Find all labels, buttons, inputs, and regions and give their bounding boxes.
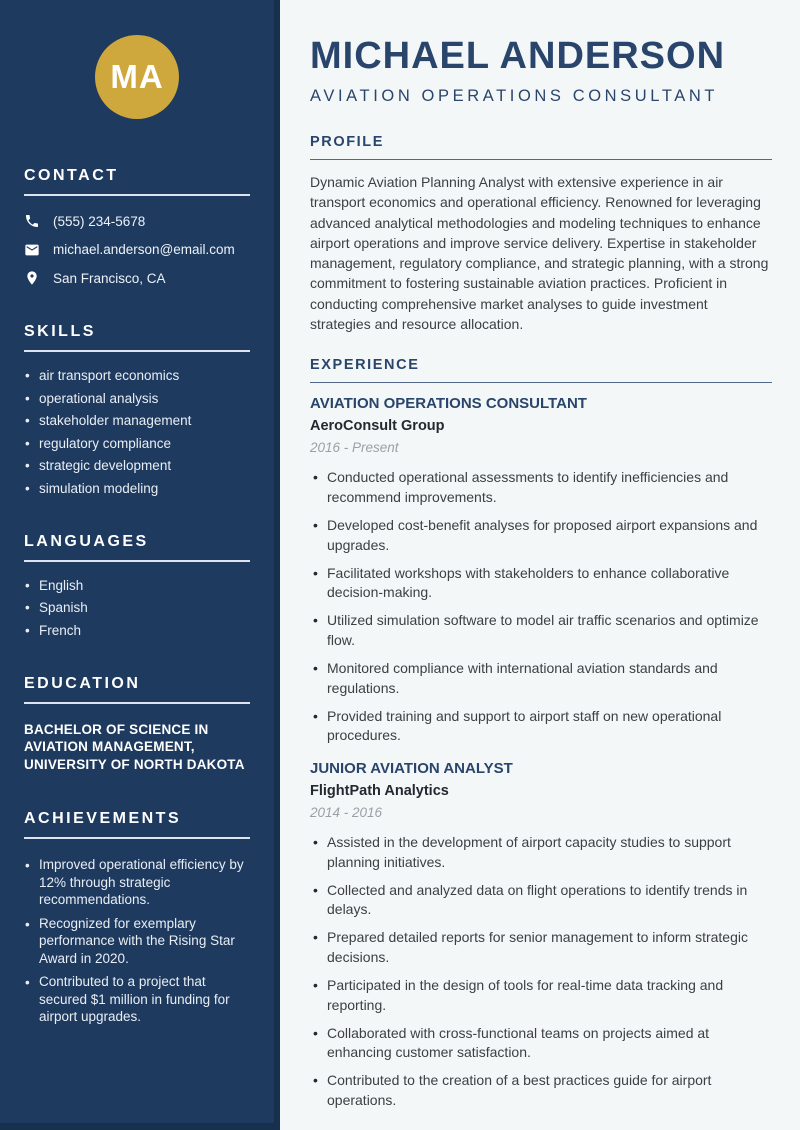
section-divider xyxy=(24,560,250,562)
main-content xyxy=(280,0,800,1130)
contact-location-value: San Francisco, CA xyxy=(53,270,166,286)
skill-item: • operational analysis xyxy=(24,392,250,406)
achievement-item: • Improved operational efficiency by 12% through strategic recommendations. xyxy=(24,856,250,909)
section-divider xyxy=(24,702,250,704)
avatar xyxy=(95,35,179,119)
job-company: AeroConsult Group xyxy=(310,418,445,435)
section-divider xyxy=(24,194,250,196)
achievement-item: • Contributed to a project that secured $1 million in funding for airport upgrades. xyxy=(24,973,250,1026)
profile-section-title: PROFILE xyxy=(310,134,385,150)
job-company: FlightPath Analytics xyxy=(310,783,449,799)
job-bullet: • Facilitated workshops with stakeholders to enhance collaborative decision-making. xyxy=(310,564,772,603)
skill-item: • regulatory compliance xyxy=(24,437,250,451)
job-bullet: • Collaborated with cross-functional teams on projects aimed at enhancing customer satisfaction. xyxy=(310,1024,772,1063)
section-divider xyxy=(24,837,250,839)
education-section-title: EDUCATION xyxy=(24,674,141,692)
job-dates: 2016 - Present xyxy=(310,440,399,456)
languages-section xyxy=(24,533,250,638)
experience-section-title: EXPERIENCE xyxy=(310,357,420,374)
profile-text: Dynamic Aviation Planning Analyst with extensive experience in air transport economics and operational efficiency. Renowned for leveraging advanced analytical methodologies and modeling techniques to enhance airport operations and improve service delivery. Expertise in stakeholder management, regulatory compliance, and strategic planning, with a strong commitment to fostering sustainable aviation practices. Proficient in conducting comprehensive market analyses to guide investment strategies and resource allocation. xyxy=(310,174,769,333)
skill-item: • simulation modeling xyxy=(24,482,250,496)
job-bullet: • Collected and analyzed data on flight operations to identify trends in delays. xyxy=(310,881,772,920)
job-bullet: • Monitored compliance with international aviation standards and regulations. xyxy=(310,659,772,698)
contact-phone-row xyxy=(24,213,250,229)
skill-item: • stakeholder management xyxy=(24,414,250,428)
achievements-section-title: ACHIEVEMENTS xyxy=(24,810,182,827)
phone-icon xyxy=(24,213,40,229)
job-bullet-list xyxy=(310,468,772,746)
skills-section xyxy=(24,323,250,496)
skills-list xyxy=(24,369,250,496)
section-divider xyxy=(24,350,250,352)
job-dates: 2014 - 2016 xyxy=(310,805,383,820)
sidebar xyxy=(0,0,280,1130)
achievements-list xyxy=(24,856,250,1026)
achievements-section xyxy=(24,810,250,1026)
job-bullet: • Utilized simulation software to model air traffic scenarios and optimize flow. xyxy=(310,611,772,650)
candidate-name: MICHAEL ANDERSON xyxy=(310,35,726,77)
achievement-item: • Recognized for exemplary performance with the Rising Star Award in 2020. xyxy=(24,915,250,968)
avatar-initials: MA xyxy=(110,58,164,95)
skills-section-title: SKILLS xyxy=(24,323,96,340)
job-entry xyxy=(310,760,772,1111)
email-icon xyxy=(24,242,40,258)
contact-phone-value: (555) 234-5678 xyxy=(53,213,146,229)
language-item: • English xyxy=(24,579,250,593)
job-entry xyxy=(310,395,772,746)
education-degree: BACHELOR OF SCIENCE IN AVIATION MANAGEMENT, UNIVERSITY OF NORTH DAKOTA xyxy=(24,721,245,772)
language-item: • French xyxy=(24,624,250,638)
section-divider xyxy=(310,382,772,383)
job-bullet: • Assisted in the development of airport capacity studies to support planning initiatives. xyxy=(310,833,772,872)
languages-list xyxy=(24,579,250,638)
job-bullet: • Participated in the design of tools for real-time data tracking and reporting. xyxy=(310,976,772,1015)
job-role: JUNIOR AVIATION ANALYST xyxy=(310,760,513,777)
job-bullet: • Contributed to the creation of a best practices guide for airport operations. xyxy=(310,1071,772,1110)
education-section xyxy=(24,675,250,774)
contact-section xyxy=(24,167,250,286)
contact-email-row xyxy=(24,242,250,258)
contact-email-value: michael.anderson@email.com xyxy=(53,242,235,257)
contact-section-title: CONTACT xyxy=(24,167,119,184)
job-bullet: • Provided training and support to airport staff on new operational procedures. xyxy=(310,707,772,746)
language-item: • Spanish xyxy=(24,601,250,615)
profile-section xyxy=(310,134,772,334)
job-bullet: • Prepared detailed reports for senior management to inform strategic decisions. xyxy=(310,928,772,967)
contact-location-row xyxy=(24,270,250,286)
experience-section xyxy=(310,357,772,1110)
skill-item: • strategic development xyxy=(24,459,250,473)
languages-section-title: LANGUAGES xyxy=(24,532,149,550)
location-icon xyxy=(24,270,40,286)
section-divider xyxy=(310,159,772,160)
job-bullet-list xyxy=(310,833,772,1111)
job-bullet: • Developed cost-benefit analyses for proposed airport expansions and upgrades. xyxy=(310,516,772,555)
job-role: AVIATION OPERATIONS CONSULTANT xyxy=(310,395,587,413)
skill-item: • air transport economics xyxy=(24,369,250,383)
job-bullet: • Conducted operational assessments to identify inefficiencies and recommend improvements. xyxy=(310,468,772,507)
candidate-title: AVIATION OPERATIONS CONSULTANT xyxy=(310,87,719,105)
